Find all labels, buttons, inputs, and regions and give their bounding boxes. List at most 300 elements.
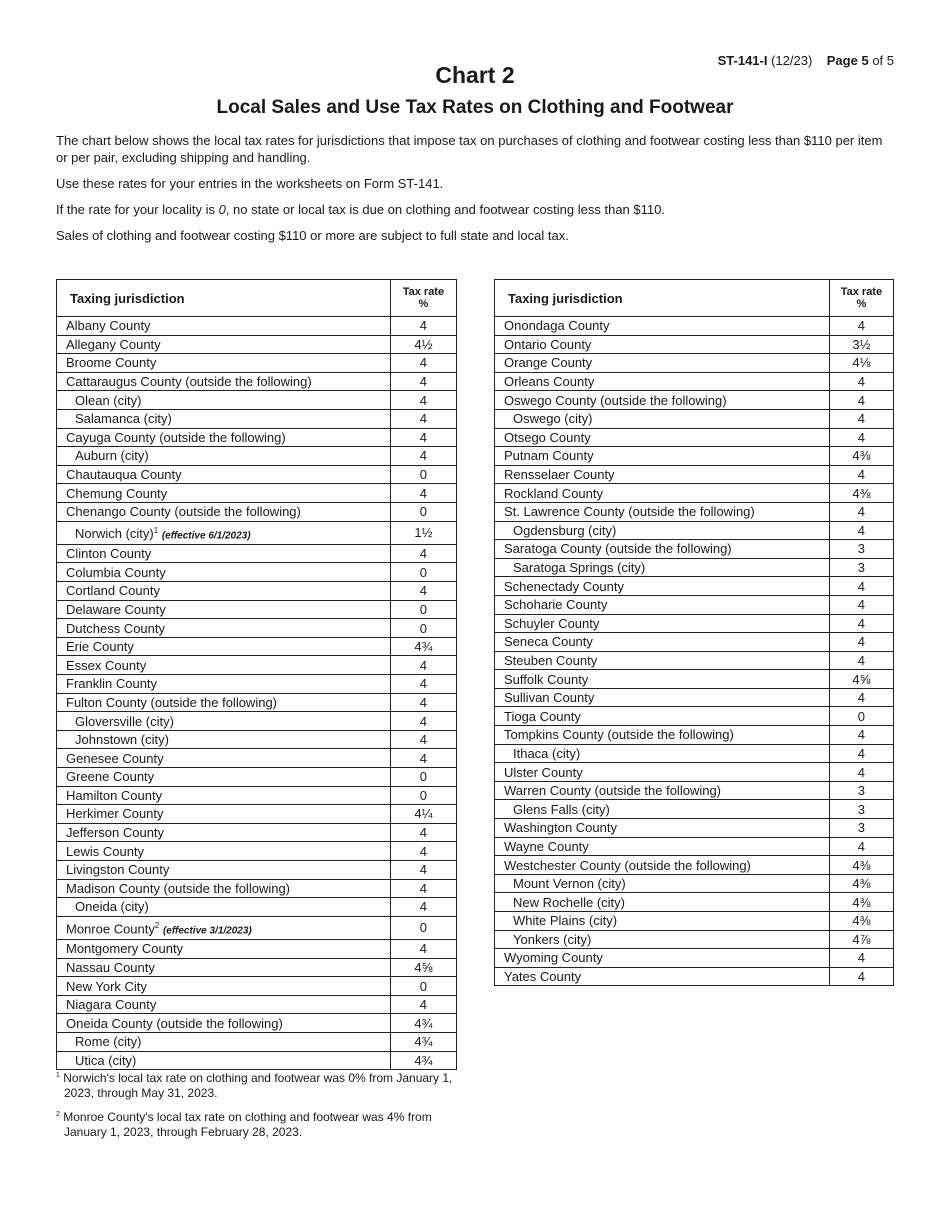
jurisdiction-cell — [57, 619, 391, 638]
footnotes — [56, 1068, 456, 1146]
table-row — [495, 391, 894, 410]
jurisdiction-name: Ulster County — [504, 764, 583, 780]
tax-rate-cell: 4 — [390, 582, 456, 601]
tax-rate-cell: 4 — [390, 391, 456, 410]
column-header-rate — [829, 280, 893, 317]
jurisdiction-cell — [495, 577, 830, 596]
jurisdiction-cell — [495, 335, 830, 354]
jurisdiction-name: Schenectady County — [504, 578, 624, 594]
table-row — [57, 995, 457, 1014]
jurisdiction-name: Suffolk County — [504, 671, 589, 687]
tax-rate-cell: 4¾ — [390, 1033, 456, 1052]
table-row — [57, 842, 457, 861]
jurisdiction-cell — [495, 949, 830, 968]
jurisdiction-cell — [57, 544, 391, 563]
tax-rate-cell: 4 — [390, 409, 456, 428]
tax-rate-cell: 4 — [829, 317, 893, 336]
jurisdiction-cell — [495, 447, 830, 466]
jurisdiction-name: Hamilton County — [66, 787, 163, 803]
tax-rate-cell: 1½ — [390, 521, 456, 544]
tax-rate-cell: 4 — [829, 949, 893, 968]
jurisdiction-cell — [57, 916, 391, 939]
tax-rate-cell: 4 — [829, 633, 893, 652]
jurisdiction-cell — [495, 484, 830, 503]
jurisdiction-cell — [57, 749, 391, 768]
jurisdiction-name: Wayne County — [504, 838, 589, 854]
jurisdiction-cell — [57, 860, 391, 879]
jurisdiction-cell — [495, 930, 830, 949]
tax-rate-cell: 4⅝ — [829, 670, 893, 689]
jurisdiction-cell — [495, 763, 830, 782]
table-row — [495, 409, 894, 428]
table-row — [495, 651, 894, 670]
tax-rate-cell: 4⅛ — [829, 354, 893, 373]
jurisdiction-cell — [495, 893, 830, 912]
jurisdiction-cell — [57, 656, 391, 675]
jurisdiction-cell — [57, 563, 391, 582]
tax-rate-cell: 4⅜ — [829, 893, 893, 912]
jurisdiction-cell — [57, 786, 391, 805]
jurisdiction-name: Orleans County — [504, 374, 595, 390]
jurisdiction-cell — [57, 465, 391, 484]
table-row — [57, 465, 457, 484]
tax-rate-cell: 4¾ — [390, 1014, 456, 1033]
form-code: ST-141-I — [717, 53, 768, 68]
table-row — [57, 786, 457, 805]
tax-rate-cell: 4 — [829, 651, 893, 670]
jurisdiction-name: Rensselaer County — [504, 467, 615, 483]
table-row — [57, 637, 457, 656]
intro-paragraph: If the rate for your locality is 0, no state or local tax is due on clothing and footwear costing less than $110. — [56, 202, 665, 217]
jurisdiction-name: Westchester County (outside the following) — [504, 857, 751, 873]
jurisdiction-name: Essex County — [66, 657, 147, 673]
jurisdiction-name: Allegany County — [66, 336, 161, 352]
jurisdiction-cell — [495, 670, 830, 689]
tax-rate-cell: 0 — [390, 563, 456, 582]
footnote-1 — [56, 1068, 456, 1101]
tax-rate-cell: 4 — [390, 317, 456, 336]
jurisdiction-name: Olean (city) — [75, 392, 142, 408]
jurisdiction-cell — [57, 391, 391, 410]
jurisdiction-cell — [57, 502, 391, 521]
jurisdiction-name: Schuyler County — [504, 615, 600, 631]
jurisdiction-cell — [495, 856, 830, 875]
tax-rate-cell: 3 — [829, 540, 893, 559]
tax-rate-cell: 4 — [390, 447, 456, 466]
footnote-mark: 2 — [56, 1111, 60, 1118]
column-header-jurisdiction: Taxing jurisdiction — [57, 280, 391, 317]
jurisdiction-cell — [495, 502, 830, 521]
rate-header-line1: Tax rate — [402, 286, 445, 298]
table-row — [495, 540, 894, 559]
table-row — [57, 712, 457, 731]
table-row — [495, 874, 894, 893]
jurisdiction-name: Ogdensburg (city) — [513, 522, 617, 538]
tax-rate-cell: 0 — [390, 465, 456, 484]
footnote-2 — [56, 1107, 456, 1140]
tax-rate-cell: 4 — [829, 837, 893, 856]
table-row — [57, 335, 457, 354]
jurisdiction-name: New York City — [66, 978, 147, 994]
table-header-row — [57, 280, 457, 317]
jurisdiction-cell — [57, 767, 391, 786]
table-row — [57, 977, 457, 996]
jurisdiction-cell — [495, 688, 830, 707]
jurisdiction-name: Tompkins County (outside the following) — [504, 727, 734, 743]
page-number: 5 — [861, 53, 869, 68]
table-row — [495, 856, 894, 875]
jurisdiction-name: Niagara County — [66, 997, 157, 1013]
rate-header-line2: % — [856, 298, 867, 310]
table-row — [57, 656, 457, 675]
jurisdiction-cell — [495, 744, 830, 763]
table-row — [495, 317, 894, 336]
jurisdiction-cell — [57, 1014, 391, 1033]
jurisdiction-name: Greene County — [66, 769, 155, 785]
jurisdiction-cell — [495, 317, 830, 336]
table-row — [495, 707, 894, 726]
jurisdiction-cell — [495, 781, 830, 800]
table-body — [495, 317, 894, 986]
page-of: of 5 — [872, 53, 894, 68]
jurisdiction-name: Broome County — [66, 355, 157, 371]
tax-rate-cell: 3½ — [829, 335, 893, 354]
form-revision: (12/23) — [771, 53, 813, 68]
tax-rate-cell: 4 — [390, 372, 456, 391]
tax-rate-cell: 0 — [390, 977, 456, 996]
jurisdiction-cell — [57, 693, 391, 712]
jurisdiction-name: Ontario County — [504, 336, 592, 352]
table-row — [495, 614, 894, 633]
tax-rate-cell: 4 — [829, 595, 893, 614]
jurisdiction-name: Dutchess County — [66, 620, 165, 636]
table-row — [495, 949, 894, 968]
footnote-ref: 2 — [154, 920, 160, 930]
jurisdiction-cell — [57, 354, 391, 373]
footnote-mark: 1 — [56, 1072, 60, 1079]
jurisdiction-name: Genesee County — [66, 750, 164, 766]
table-row — [57, 940, 457, 959]
table-row — [57, 805, 457, 824]
column-header-jurisdiction: Taxing jurisdiction — [495, 280, 830, 317]
jurisdiction-cell — [495, 726, 830, 745]
tax-rate-cell: 0 — [829, 707, 893, 726]
tax-rate-cell: 4 — [390, 860, 456, 879]
table-row — [57, 484, 457, 503]
rate-header-line1: Tax rate — [840, 286, 883, 298]
jurisdiction-cell — [495, 558, 830, 577]
jurisdiction-name: Warren County (outside the following) — [504, 783, 722, 799]
tax-rate-cell: 4 — [829, 726, 893, 745]
table-row — [57, 447, 457, 466]
jurisdiction-name: Fulton County (outside the following) — [66, 694, 278, 710]
tax-rate-cell: 4 — [390, 730, 456, 749]
table-row — [495, 502, 894, 521]
jurisdiction-name: New Rochelle (city) — [513, 894, 625, 910]
tax-rate-cell: 4 — [390, 879, 456, 898]
jurisdiction-cell — [57, 958, 391, 977]
table-row — [57, 898, 457, 917]
tax-rate-cell: 0 — [390, 916, 456, 939]
jurisdiction-name: Steuben County — [504, 652, 598, 668]
jurisdiction-cell — [57, 317, 391, 336]
table-row — [495, 595, 894, 614]
jurisdiction-name: Washington County — [504, 820, 617, 836]
jurisdiction-cell — [495, 837, 830, 856]
effective-date-note: (effective 3/1/2023) — [162, 925, 252, 937]
jurisdiction-name: Saratoga County (outside the following) — [504, 541, 732, 557]
jurisdiction-name: Oswego County (outside the following) — [504, 392, 727, 408]
jurisdiction-cell — [57, 712, 391, 731]
jurisdiction-name: Otsego County — [504, 429, 591, 445]
jurisdiction-name: Seneca County — [504, 634, 593, 650]
tax-rate-cell: 4 — [829, 409, 893, 428]
table-row — [495, 633, 894, 652]
jurisdiction-name: Jefferson County — [66, 825, 165, 841]
jurisdiction-cell — [495, 391, 830, 410]
table-row — [57, 354, 457, 373]
table-row — [495, 335, 894, 354]
tax-rate-cell: 4 — [829, 521, 893, 540]
jurisdiction-cell — [495, 354, 830, 373]
tax-rate-cell: 4⅝ — [390, 958, 456, 977]
jurisdiction-name: Cattaraugus County (outside the following) — [66, 374, 312, 390]
page-label: Page — [826, 53, 858, 68]
table-row — [57, 675, 457, 694]
table-row — [495, 577, 894, 596]
table-row — [495, 372, 894, 391]
effective-date-note: (effective 6/1/2023) — [161, 529, 251, 541]
tax-rate-cell: 4 — [390, 354, 456, 373]
tax-rate-cell: 4 — [829, 465, 893, 484]
jurisdiction-name: Herkimer County — [66, 806, 164, 822]
table-row — [495, 912, 894, 931]
footnote-text: Monroe County's local tax rate on clothing and footwear was 4% from January 1, 2023, through February 28, 2023. — [63, 1110, 432, 1139]
intro-paragraph: Use these rates for your entries in the worksheets on Form ST-141. — [56, 176, 444, 191]
jurisdiction-cell — [495, 874, 830, 893]
jurisdiction-cell — [495, 372, 830, 391]
tax-rate-cell: 4 — [829, 688, 893, 707]
table-row — [57, 879, 457, 898]
table-row — [57, 521, 457, 544]
jurisdiction-cell — [57, 582, 391, 601]
jurisdiction-cell — [57, 600, 391, 619]
tax-rate-cell: 0 — [390, 786, 456, 805]
jurisdiction-cell — [57, 730, 391, 749]
tax-rate-cell: 0 — [390, 767, 456, 786]
jurisdiction-name: Putnam County — [504, 448, 594, 464]
jurisdiction-name: Schoharie County — [504, 597, 608, 613]
jurisdiction-name: Salamanca (city) — [75, 411, 172, 427]
table-row — [495, 744, 894, 763]
jurisdiction-name: Livingston County — [66, 862, 170, 878]
table-row — [495, 893, 894, 912]
table-row — [495, 781, 894, 800]
tax-rate-cell: 4¾ — [390, 637, 456, 656]
jurisdiction-name: Lewis County — [66, 843, 145, 859]
tax-rate-cell: 4 — [829, 577, 893, 596]
table-row — [57, 619, 457, 638]
tax-rate-cell: 4 — [390, 995, 456, 1014]
jurisdiction-cell — [57, 995, 391, 1014]
jurisdiction-cell — [57, 521, 391, 544]
column-header-rate — [390, 280, 456, 317]
jurisdiction-name: Delaware County — [66, 601, 166, 617]
jurisdiction-cell — [495, 912, 830, 931]
jurisdiction-name: Cortland County — [66, 583, 160, 599]
jurisdiction-name: Ithaca (city) — [513, 745, 581, 761]
table-row — [495, 800, 894, 819]
table-row — [57, 563, 457, 582]
jurisdiction-name: Franklin County — [66, 676, 158, 692]
footnote-ref: 1 — [153, 525, 159, 535]
table-row — [57, 409, 457, 428]
jurisdiction-cell — [495, 967, 830, 986]
jurisdiction-name: Orange County — [504, 355, 593, 371]
jurisdiction-name: Chenango County (outside the following) — [66, 504, 301, 520]
tax-rate-cell: 4 — [390, 428, 456, 447]
jurisdiction-cell — [495, 521, 830, 540]
tax-rate-cell: 3 — [829, 558, 893, 577]
tax-rate-cell: 4 — [390, 842, 456, 861]
tax-rate-cell: 4 — [390, 484, 456, 503]
jurisdiction-name: Johnstown (city) — [75, 732, 169, 748]
jurisdiction-cell — [57, 428, 391, 447]
jurisdiction-cell — [495, 819, 830, 838]
tax-rate-cell: 4 — [829, 502, 893, 521]
tax-rate-cell: 4 — [390, 823, 456, 842]
table-row — [495, 967, 894, 986]
tax-rate-cell: 4⅜ — [829, 484, 893, 503]
jurisdiction-cell — [57, 1051, 391, 1070]
jurisdiction-cell — [57, 447, 391, 466]
tax-rate-cell: 4⅜ — [829, 447, 893, 466]
table-row — [495, 688, 894, 707]
jurisdiction-name: Columbia County — [66, 564, 166, 580]
jurisdiction-name: St. Lawrence County (outside the following) — [504, 504, 755, 520]
tax-rate-cell: 4 — [390, 898, 456, 917]
table-row — [57, 582, 457, 601]
table-row — [495, 354, 894, 373]
tax-rate-cell: 0 — [390, 502, 456, 521]
table-row — [495, 670, 894, 689]
table-row — [57, 916, 457, 939]
jurisdiction-name: Clinton County — [66, 546, 152, 562]
jurisdiction-name: Oneida County (outside the following) — [66, 1015, 283, 1031]
table-row — [57, 1033, 457, 1052]
intro-paragraph: Sales of clothing and footwear costing $110 or more are subject to full state and local tax. — [56, 228, 569, 243]
tax-rate-cell: 4¾ — [390, 1051, 456, 1070]
tax-rate-cell: 4 — [829, 428, 893, 447]
jurisdiction-name: Oswego (city) — [513, 411, 593, 427]
jurisdiction-cell — [57, 823, 391, 842]
tax-rate-cell: 4 — [390, 749, 456, 768]
table-row — [57, 958, 457, 977]
table-row — [57, 428, 457, 447]
jurisdiction-name: Yonkers (city) — [513, 931, 592, 947]
tax-rate-cell: 3 — [829, 800, 893, 819]
jurisdiction-name: Yates County — [504, 969, 582, 985]
jurisdiction-name: Albany County — [66, 318, 151, 334]
jurisdiction-name: Norwich (city) — [75, 525, 154, 541]
jurisdiction-cell — [57, 675, 391, 694]
tax-rate-cell: 4⅜ — [829, 912, 893, 931]
jurisdiction-name: Wyoming County — [504, 950, 603, 966]
tax-rate-cell: 4⅜ — [829, 856, 893, 875]
table-row — [495, 763, 894, 782]
jurisdiction-name: Mount Vernon (city) — [513, 876, 626, 892]
jurisdiction-name: Oneida (city) — [75, 899, 149, 915]
jurisdiction-name: Nassau County — [66, 959, 155, 975]
jurisdiction-cell — [495, 614, 830, 633]
table-row — [57, 317, 457, 336]
jurisdiction-name: Madison County (outside the following) — [66, 880, 291, 896]
jurisdiction-name: White Plains (city) — [513, 913, 618, 929]
jurisdiction-cell — [57, 977, 391, 996]
jurisdiction-name: Auburn (city) — [75, 448, 149, 464]
tax-rate-cell: 4 — [390, 940, 456, 959]
table-row — [57, 502, 457, 521]
jurisdiction-name: Erie County — [66, 639, 134, 655]
jurisdiction-cell — [57, 484, 391, 503]
jurisdiction-name: Onondaga County — [504, 318, 610, 334]
jurisdiction-name: Tioga County — [504, 708, 581, 724]
jurisdiction-cell — [495, 800, 830, 819]
jurisdiction-name: Monroe County — [66, 921, 155, 937]
jurisdiction-cell — [57, 842, 391, 861]
tax-rate-cell: 4 — [829, 614, 893, 633]
jurisdiction-cell — [495, 428, 830, 447]
tax-rate-cell: 4⅞ — [829, 930, 893, 949]
jurisdiction-name: Rockland County — [504, 485, 603, 501]
jurisdiction-cell — [57, 372, 391, 391]
jurisdiction-name: Chemung County — [66, 485, 168, 501]
jurisdiction-cell — [495, 465, 830, 484]
jurisdiction-name: Montgomery County — [66, 941, 184, 957]
jurisdiction-cell — [57, 637, 391, 656]
table-row — [57, 1051, 457, 1070]
jurisdiction-cell — [495, 540, 830, 559]
table-row — [57, 544, 457, 563]
tax-rate-cell: 4 — [829, 744, 893, 763]
tax-rate-cell: 3 — [829, 781, 893, 800]
jurisdiction-cell — [57, 805, 391, 824]
table-header-row — [495, 280, 894, 317]
tax-rate-cell: 4⅜ — [829, 874, 893, 893]
jurisdiction-name: Utica (city) — [75, 1052, 137, 1068]
tax-rate-cell: 4 — [390, 544, 456, 563]
jurisdiction-cell — [495, 409, 830, 428]
tax-rate-cell: 4 — [390, 712, 456, 731]
jurisdiction-cell — [57, 1033, 391, 1052]
table-row — [57, 372, 457, 391]
table-row — [57, 767, 457, 786]
jurisdiction-cell — [57, 335, 391, 354]
rate-table-right — [494, 279, 894, 986]
jurisdiction-cell — [495, 595, 830, 614]
tax-rate-cell: 3 — [829, 819, 893, 838]
tax-rate-cell: 4½ — [390, 335, 456, 354]
jurisdiction-name: Cayuga County (outside the following) — [66, 429, 286, 445]
jurisdiction-cell — [495, 651, 830, 670]
table-row — [495, 484, 894, 503]
jurisdiction-cell — [57, 940, 391, 959]
tax-rate-cell: 4¼ — [390, 805, 456, 824]
table-row — [57, 600, 457, 619]
tax-rate-cell: 4 — [829, 763, 893, 782]
table-row — [57, 391, 457, 410]
table-row — [495, 726, 894, 745]
